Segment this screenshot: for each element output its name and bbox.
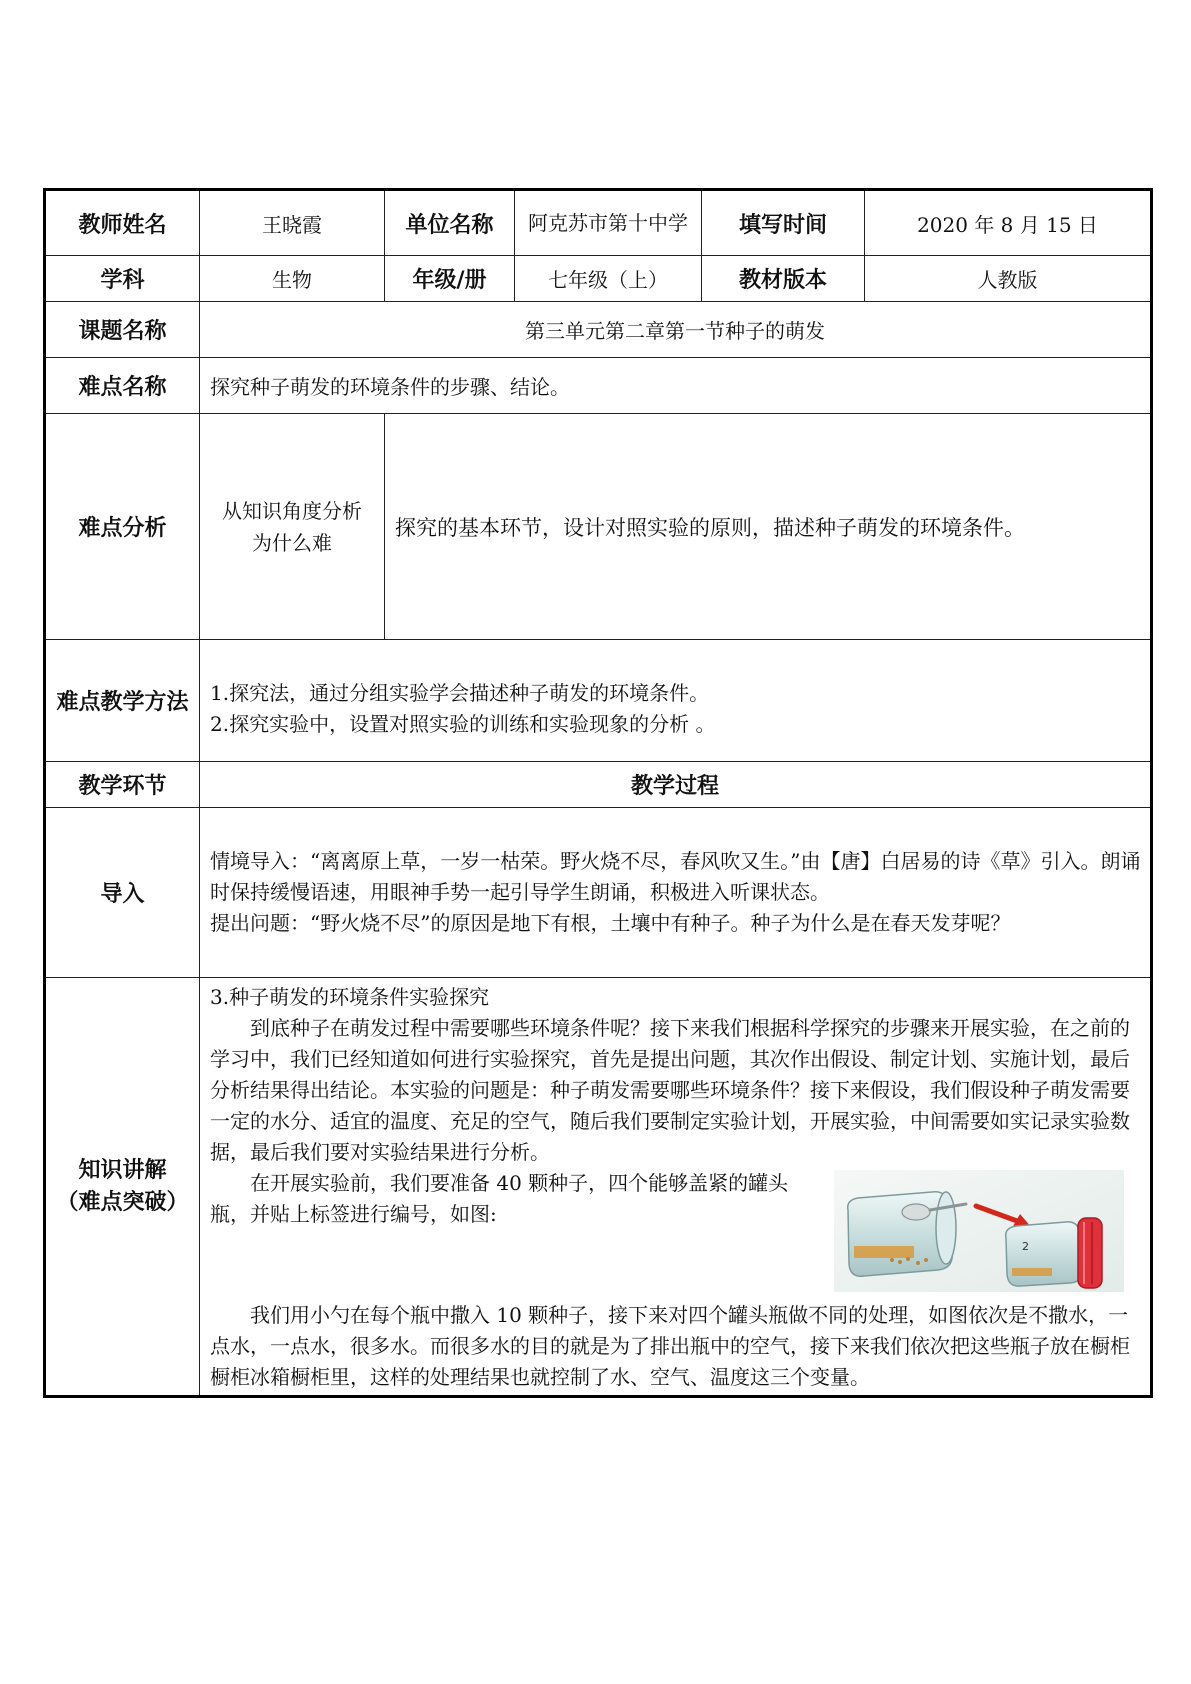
- knowledge-row: [45, 978, 1152, 1397]
- fill-date: 2020 年 8 月 15 日: [865, 190, 1152, 256]
- knowledge-paragraph: 到底种子在萌发过程中需要哪些环境条件呢？接下来我们根据科学探究的步骤来开展实验，在之前的学习中，我们已经知道如何进行实验探究，首先是提出问题，其次作出假设、制定计划、实施计划，最后分析结果得出结论。本实验的问题是：种子萌发需要哪些环境条件？接下来假设，我们假设种子萌发需要一定的水分、适宜的温度、充足的空气，随后我们要制定实验计划，开展实验，中间需要如实记录实验数据，最后我们要对实验结果进行分析。: [210, 1016, 1130, 1164]
- teacher-name: 王晓霞: [200, 190, 385, 256]
- method-label: 难点教学方法: [45, 640, 200, 762]
- intro-body: [200, 808, 1152, 978]
- subject-label: 学科: [45, 256, 200, 302]
- process-step-label: 教学环节: [45, 762, 200, 808]
- unit-label: 单位名称: [385, 190, 515, 256]
- topic-label: 课题名称: [45, 302, 200, 358]
- lesson-plan-table: [43, 188, 1153, 1398]
- grade-label: 年级/册: [385, 256, 515, 302]
- difficulty-row: [45, 358, 1152, 414]
- unit-name: 阿克苏市第十中学: [515, 190, 702, 256]
- difficulty-label: 难点名称: [45, 358, 200, 414]
- open-jar-icon: [848, 1192, 956, 1277]
- method-list: [200, 640, 1152, 762]
- analysis-sub-label: 从知识角度分析为什么难: [200, 414, 385, 640]
- grade-value: 七年级（上）: [515, 256, 702, 302]
- process-title: 教学过程: [200, 762, 1152, 808]
- teacher-label: 教师姓名: [45, 190, 200, 256]
- intro-line: 情境导入：“离离原上草，一岁一枯荣。野火烧不尽，春风吹又生。”由【唐】白居易的诗《草》引入。朗诵时保持缓慢语速，用眼神手势一起引导学生朗诵，积极进入听课状态。: [210, 849, 1141, 904]
- subject-value: 生物: [200, 256, 385, 302]
- process-header-row: [45, 762, 1152, 808]
- date-label: 填写时间: [702, 190, 865, 256]
- closed-jar-icon: [1006, 1218, 1102, 1288]
- intro-row: [45, 808, 1152, 978]
- header-row-1: [45, 190, 1152, 256]
- knowledge-body: [200, 978, 1152, 1397]
- intro-label: 导入: [45, 808, 200, 978]
- analysis-row: [45, 414, 1152, 640]
- analysis-label: 难点分析: [45, 414, 200, 640]
- difficulty-value: 探究种子萌发的环境条件的步骤、结论。: [200, 358, 1152, 414]
- edition-value: 人教版: [865, 256, 1152, 302]
- knowledge-paragraph: 在开展实验前，我们要准备 40 颗种子，四个能够盖紧的罐头瓶，并贴上标签进行编号，如图:: [210, 1171, 789, 1226]
- header-row-2: [45, 256, 1152, 302]
- analysis-value: 探究的基本环节，设计对照实验的原则，描述种子萌发的环境条件。: [385, 414, 1152, 640]
- knowledge-label-line1: 知识讲解: [78, 1157, 167, 1183]
- method-row: [45, 640, 1152, 762]
- knowledge-label-line2: （难点突破）: [56, 1189, 189, 1215]
- knowledge-paragraph: 我们用小勺在每个瓶中撒入 10 颗种子，接下来对四个罐头瓶做不同的处理，如图依次是不撒水，一点水，一点水，很多水。而很多水的目的就是为了排出瓶中的空气，接下来我们依次把这些瓶子放在橱柜橱柜冰箱橱柜里，这样的处理结果也就控制了水、空气、温度这三个变量。: [210, 1303, 1130, 1389]
- edition-label: 教材版本: [702, 256, 865, 302]
- knowledge-label: [45, 978, 200, 1397]
- topic-value: 第三单元第二章第一节种子的萌发: [200, 302, 1152, 358]
- intro-line: 提出问题：“野火烧不尽”的原因是地下有根，土壤中有种子。种子为什么是在春天发芽呢？: [210, 911, 1011, 935]
- method-item: 1.探究法，通过分组实验学会描述种子萌发的环境条件。: [210, 681, 710, 705]
- jar-experiment-image: [834, 1170, 1124, 1292]
- method-item: 2.探究实验中，设置对照实验的训练和实验现象的分析 。: [210, 712, 716, 736]
- knowledge-heading: 3.种子萌发的环境条件实验探究: [210, 985, 490, 1009]
- jar-number-label: 2: [1022, 1240, 1029, 1253]
- topic-row: [45, 302, 1152, 358]
